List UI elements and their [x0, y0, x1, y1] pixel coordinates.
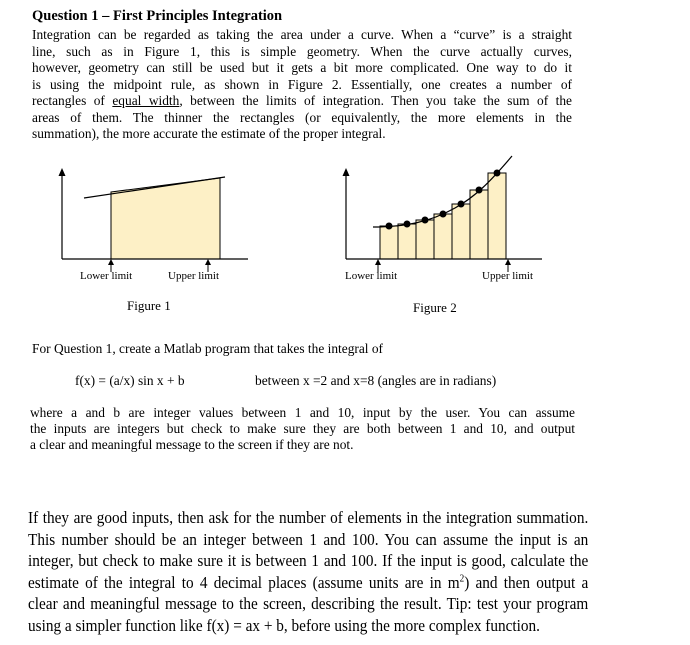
intro-line: is using the midpoint rule, as shown in Figure 2. Essentially, one creates a number of [32, 76, 572, 92]
elements-paragraph [28, 507, 588, 636]
integration-limits: between x =2 and x=8 (angles are in radians) [255, 373, 497, 388]
underlined-phrase: equal width [112, 93, 180, 108]
input-line: the inputs are integers but check to make sure they are both between 1 and 10, and output [30, 421, 575, 436]
midpoint-dot [458, 201, 465, 208]
midpoint-rectangle [380, 226, 398, 259]
figure-2-y-arrow [343, 168, 350, 176]
figure-1-diagram [40, 160, 270, 280]
figure-2-caption: Figure 2 [413, 300, 457, 315]
midpoint-rectangle [398, 224, 416, 259]
midpoint-rectangle [434, 214, 452, 259]
figure-2-upper-arrow [505, 259, 511, 265]
superscript-2: 2 [459, 572, 465, 584]
intro-line: however, geometry can still be used but it gets a bit more complicated. One way to do it [32, 60, 572, 75]
elements-text: estimate of the integral to 4 decimal places (assume units are in m [28, 572, 460, 592]
figure-1-caption: Figure 1 [127, 298, 171, 313]
midpoint-rectangle [488, 173, 506, 259]
intro-line: line, such as in Figure 1, this is simple geometry. When the curve actually curves, [32, 43, 572, 59]
intro-line: Integration can be regarded as taking the area under a curve. When a “curve” is a straight [32, 27, 572, 42]
elements-line: clear and meaningful message to the screen, describing the result. Tip: test your program [28, 594, 589, 613]
midpoint-dot [494, 170, 501, 177]
figure-2-diagram [330, 150, 560, 280]
figure-1-upper-arrow [205, 259, 211, 265]
function-expression: f(x) = (a/x) sin x + b [75, 373, 185, 388]
intro-text: rectangles of [32, 93, 105, 108]
midpoint-dot [404, 221, 411, 228]
question-title: Question 1 – First Principles Integration [32, 8, 283, 24]
intro-line: summation), the more accurate the estimate of the proper integral. [32, 126, 386, 141]
intro-line [32, 93, 572, 110]
figure-1-lower-arrow [108, 259, 114, 265]
task-intro: For Question 1, create a Matlab program that takes the integral of [32, 341, 384, 356]
input-paragraph [30, 405, 575, 453]
midpoint-dot [422, 217, 429, 224]
elements-line: If they are good inputs, then ask for the number of elements in the integration summation. [28, 508, 589, 527]
midpoint-rectangle [452, 204, 470, 259]
midpoint-rectangle [470, 190, 488, 259]
figure-2-lower-label: Lower limit [345, 270, 398, 282]
figure-1-lower-label: Lower limit [80, 270, 133, 282]
elements-text: ) and then output a [464, 572, 589, 592]
midpoint-dot [386, 223, 393, 230]
figure-2-lower-arrow [375, 259, 381, 265]
midpoint-rectangle [416, 220, 434, 259]
midpoint-dot [440, 211, 447, 218]
elements-line [28, 572, 588, 594]
elements-line: using a simpler function like f(x) = ax + b, before using the more complex function. [28, 615, 540, 635]
figure-1-area [111, 178, 220, 259]
intro-paragraph [32, 27, 572, 143]
elements-line: This number should be an integer between 1 and 100. You can assume the input is an [28, 529, 589, 549]
input-line: where a and b are integer values between 1 and 10, input by the user. You can assume [30, 405, 575, 420]
figure-1-y-arrow [59, 168, 66, 176]
figure-2-upper-label: Upper limit [482, 270, 534, 282]
input-line: a clear and meaningful message to the screen if they are not. [30, 437, 354, 452]
intro-text: , between the limits of integration. Then you take the sum of the [179, 93, 572, 108]
intro-line: areas of them. The thinner the rectangles (or equivalently, the more elements in the [32, 109, 572, 125]
elements-line: integer, but check to make sure it is between 1 and 100. If the input is good, calculate the [28, 551, 589, 570]
midpoint-dot [476, 187, 483, 194]
figure-1-upper-label: Upper limit [168, 270, 220, 282]
